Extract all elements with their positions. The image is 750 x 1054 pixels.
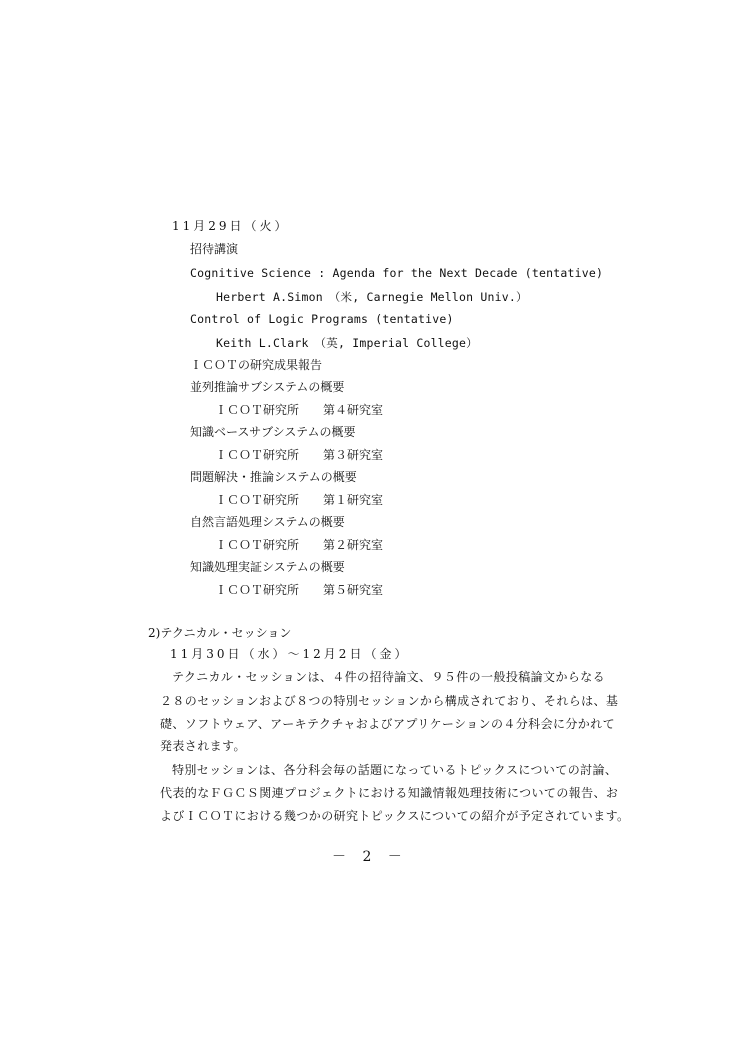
page-number: － 2 － xyxy=(332,849,408,865)
report-org: ＩＣＯＴ研究所 第１研究室 xyxy=(215,493,384,507)
talk-title: Control of Logic Programs (tentative) xyxy=(190,312,454,326)
talk-title: Cognitive Science : Agenda for the Next Decade (tentative) xyxy=(190,266,604,280)
paragraph-line: 特別セッションは、各分科会毎の話題になっているトピックスについての討論、 xyxy=(172,763,618,777)
paragraph-line: 発表されます。 xyxy=(160,739,246,753)
paragraph-line: 代表的なＦＧＣＳ関連プロジェクトにおける知識情報処理技術についての報告、お xyxy=(160,786,619,800)
paragraph-line: よびＩＣＯＴにおける幾つかの研究トピックスについての紹介が予定されています。 xyxy=(160,809,630,823)
report-title: 問題解決・推論システムの概要 xyxy=(190,470,357,484)
technical-session-date: 11月30日（水）～12月2日（金） xyxy=(170,647,410,661)
invited-talks-heading: 招待講演 xyxy=(190,242,239,256)
session1-date: 11月29日（火） xyxy=(172,219,290,233)
report-org: ＩＣＯＴ研究所 第２研究室 xyxy=(215,538,384,552)
icot-report-heading: ＩＣＯＴの研究成果報告 xyxy=(190,358,323,372)
talk-speaker: Keith L.Clark （英, Imperial College） xyxy=(216,336,478,350)
report-org: ＩＣＯＴ研究所 第４研究室 xyxy=(215,403,384,417)
report-org: ＩＣＯＴ研究所 第３研究室 xyxy=(215,448,384,462)
talk-speaker: Herbert A.Simon （米, Carnegie Mellon Univ.） xyxy=(216,290,528,304)
report-title: 自然言語処理システムの概要 xyxy=(190,515,345,529)
report-title: 並列推論サブシステムの概要 xyxy=(190,380,345,394)
technical-session-heading: 2)テクニカル・セッション xyxy=(148,626,292,640)
paragraph-line: ２８のセッションおよび８つの特別セッションから構成されており、それらは、基 xyxy=(160,694,619,708)
report-title: 知識処理実証システムの概要 xyxy=(190,560,345,574)
report-org: ＩＣＯＴ研究所 第５研究室 xyxy=(215,583,384,597)
report-title: 知識ベースサブシステムの概要 xyxy=(190,425,356,439)
paragraph-line: 礎、ソフトウェア、アーキテクチャおよびアプリケーションの４分科会に分かれて xyxy=(160,717,615,731)
paragraph-line: テクニカル・セッションは、４件の招待論文、９５件の一般投稿論文からなる xyxy=(172,670,606,684)
